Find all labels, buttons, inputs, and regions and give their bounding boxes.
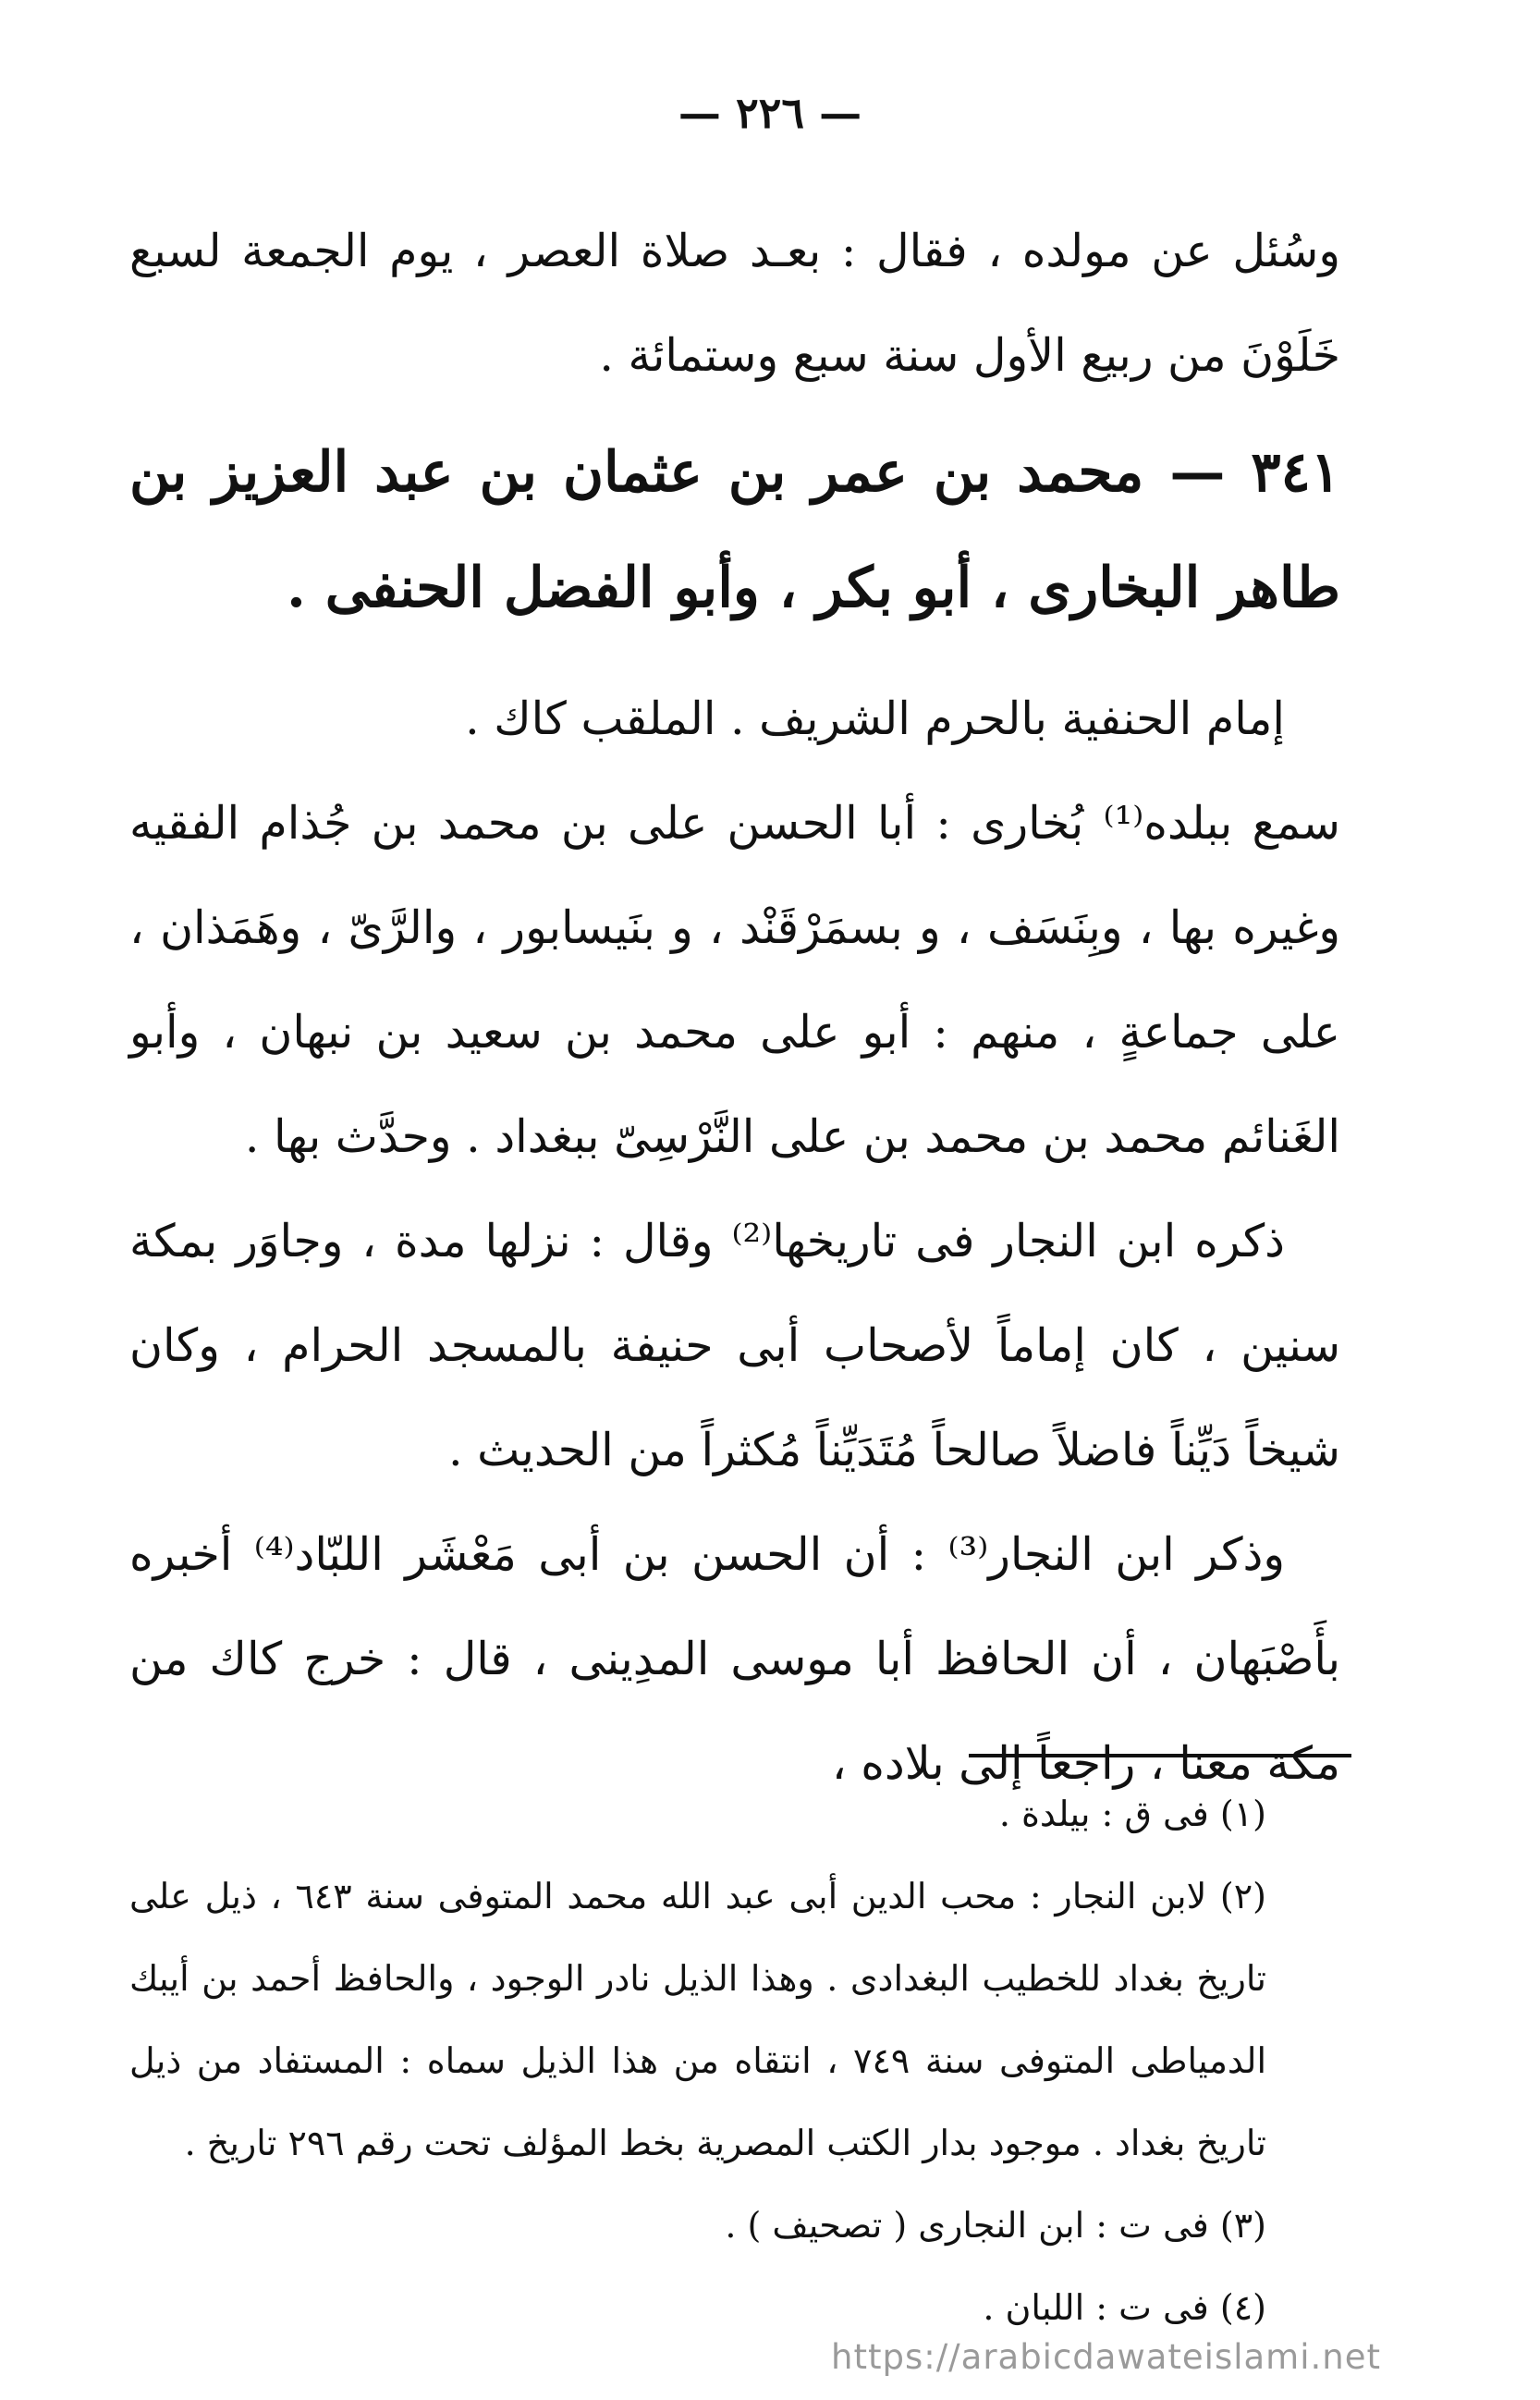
footnote-1: (١) فى ق : بيلدة . bbox=[998, 1794, 1266, 1834]
entry-heading bbox=[129, 415, 1340, 646]
entry-number: ٣٤١ — bbox=[1169, 440, 1341, 505]
footnote-3: (٣) فى ت : ابن النجارى ( تصحيف ) . bbox=[725, 2205, 1266, 2246]
footnote-2: (٢) لابن النجار : محب الدين أبى عبد الله محمد المتوفى سنة ٦٤٣ ، ذيل على تاريخ بغداد للخطيب البغدادى . وهذا الذيل نادر الوجود ، والحافظ أحمد بن أيبك الدمياطى المتوفى سنة ٧٤٩ ، انتقاه من هذا الذيل سماه : المستفاد من ذيل تاريخ بغداد . موجود بدار الكتب المصرية بخط المؤلف تحت رقم ٢٩٦ تاريخ . bbox=[129, 1876, 1267, 2163]
watermark-url: https://arabicdawateislami.net bbox=[831, 2337, 1381, 2377]
footnote-divider bbox=[969, 1754, 1351, 1757]
footnote-4: (٤) فى ت : اللبان . bbox=[983, 2287, 1266, 2328]
page-number: — ٢٢٦ — bbox=[678, 88, 862, 138]
footnotes bbox=[129, 1773, 1340, 2349]
paragraph-report: وذكر ابن النجار⁽³⁾ : أن الحسن بن أبى مَعْشَر اللبّاد⁽⁴⁾ أخبره بأَصْبَهان ، أن الحافظ أبا موسى المدِينى ، قال : خرج كاك من مكة معنا ، راجعاً إلى بلاده ، bbox=[129, 1528, 1340, 1790]
paragraph-ibn-najjar: ذكره ابن النجار فى تاريخها⁽²⁾ وقال : نزلها مدة ، وجاوَر بمكة سنين ، كان إماماً لأصحاب أبى حنيفة بالمسجد الحرام ، وكان شيخاً دَيِّناً فاضلاً صالحاً مُتَدَيِّناً مُكثراً من الحديث . bbox=[129, 1215, 1340, 1476]
paragraph-teachers: سمع ببلده⁽¹⁾ بُخارى : أبا الحسن على بن محمد بن جُذام الفقيه وغيره بها ، وبِنَسَف ، و بسمَرْقَنْد ، و بنَيسابور ، والرَّىّ ، وهَمَذان ، على جماعةٍ ، منهم : أبو على محمد بن سعيد بن نبهان ، وأبو الغَنائم محمد بن محمد بن على النَّرْسِىّ ببغداد . وحدَّث بها . bbox=[129, 797, 1340, 1163]
paragraph-birth: وسُئل عن مولده ، فقال : بعـد صلاة العصر ، يوم الجمعة لسبع خَلَوْنَ من ربيع الأول سنة سبع وستمائة . bbox=[129, 225, 1340, 382]
entry-title: محمد بن عمر بن عثمان بن عبد العزيز بن طاهر البخارى ، أبو بكر ، وأبو الفضل الحنفى . bbox=[129, 440, 1340, 620]
paragraph-title: إمام الحنفية بالحرم الشريف . الملقب كاك . bbox=[465, 692, 1285, 745]
main-text bbox=[129, 199, 1340, 1816]
